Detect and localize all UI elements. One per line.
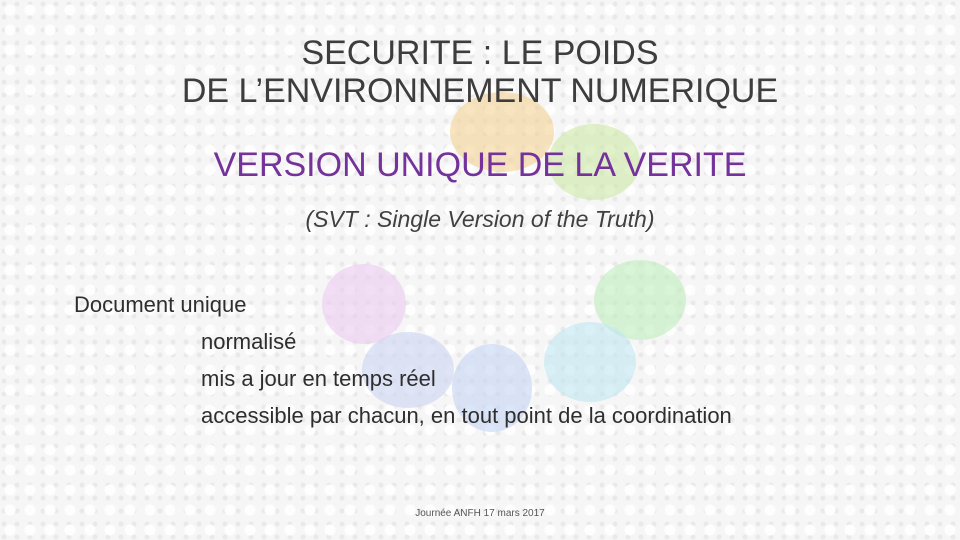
body-item-accessible: accessible par chacun, en tout point de la coordination: [201, 403, 732, 428]
title-line-2: DE L’ENVIRONNEMENT NUMERIQUE: [181, 72, 779, 111]
slide-subtitle: VERSION UNIQUE DE LA VERITE: [213, 146, 747, 184]
slide-title: [80, 34, 880, 111]
footer-text: Journée ANFH 17 mars 2017: [415, 508, 545, 519]
body-text: [74, 286, 732, 434]
title-line-1: SECURITE : LE POIDS: [301, 34, 659, 72]
body-item-mis-a-jour: mis a jour en temps réel: [201, 366, 436, 391]
body-lead: Document unique: [74, 292, 247, 317]
body-item-normalise: normalisé: [201, 329, 297, 354]
svt-note: (SVT : Single Version of the Truth): [305, 206, 655, 232]
